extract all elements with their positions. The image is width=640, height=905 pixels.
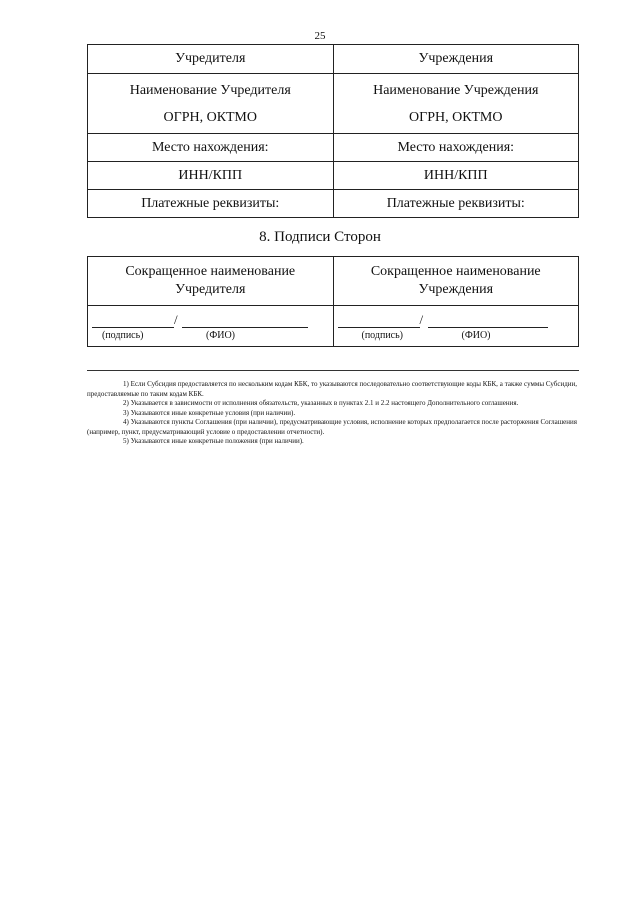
institution-location: Место нахождения:: [333, 134, 579, 162]
footnote-4: 4) Указываются пункты Соглашения (при наличии), предусматривающие условия, исполнение которых предполагается после расторжения Соглашения (например, пункт, предусматривающий условие о предоставлении отчетности).: [87, 418, 577, 436]
requisites-table: [87, 44, 579, 218]
footnotes: [87, 380, 577, 447]
footnote-5: 5) Указываются иные конкретные положения (при наличии).: [123, 437, 304, 445]
founder-location: Место нахождения:: [88, 134, 334, 162]
founder-short-name-line2: Учредителя: [175, 282, 246, 297]
founder-payment: Платежные реквизиты:: [88, 190, 334, 218]
institution-ogrn: ОГРН, ОКТМО: [409, 110, 503, 125]
page-number: 25: [314, 30, 326, 42]
institution-name-cell: [333, 74, 579, 134]
institution-fio-line: [428, 317, 548, 328]
founder-short-name-cell: [88, 257, 334, 306]
founder-name: Наименование Учредителя: [129, 83, 291, 98]
founder-short-name-line1: Сокращенное наименование: [125, 264, 296, 279]
institution-signature-cell: [333, 306, 579, 347]
founder-name-cell: [88, 74, 334, 134]
founder-header: Учредителя: [88, 45, 334, 74]
footnote-3: 3) Указываются иные конкретные условия (при наличии).: [123, 408, 296, 417]
founder-fio-caption: (ФИО): [206, 330, 236, 341]
footnote-1: 1) Если Субсидия предоставляется по нескольким кодам КБК, то указываются последовательно соответствующие коды КБК, а также суммы Субсидии, предоставляемые по таким кодам КБК.: [87, 380, 577, 398]
signatures-section-title: 8. Подписи Сторон: [259, 229, 381, 245]
institution-fio-caption: (ФИО): [461, 330, 491, 341]
institution-payment: Платежные реквизиты:: [333, 190, 579, 218]
founder-signature-line: [92, 317, 174, 328]
institution-name: Наименование Учреждения: [373, 83, 539, 98]
institution-short-name-line1: Сокращенное наименование: [370, 264, 541, 279]
signatures-table: [87, 256, 579, 347]
institution-signature-line: [338, 317, 420, 328]
institution-header: Учреждения: [333, 45, 579, 74]
founder-inn: ИНН/КПП: [88, 162, 334, 190]
footnote-divider: [87, 370, 579, 371]
founder-fio-line: [182, 317, 308, 328]
institution-slash: /: [419, 312, 424, 327]
founder-signature-cell: [88, 306, 334, 347]
footnote-2: 2) Указывается в зависимости от исполнения обязательств, указанных в пунктах 2.1 и 2.2 настоящего Дополнительного соглашения.: [123, 399, 519, 407]
institution-inn: ИНН/КПП: [333, 162, 579, 190]
institution-short-name-line2: Учреждения: [418, 282, 494, 297]
founder-ogrn: ОГРН, ОКТМО: [163, 110, 257, 125]
institution-short-name-cell: [333, 257, 579, 306]
founder-slash: /: [174, 312, 178, 327]
institution-signature-caption: (подпись): [361, 330, 404, 341]
founder-signature-caption: (подпись): [102, 330, 144, 341]
